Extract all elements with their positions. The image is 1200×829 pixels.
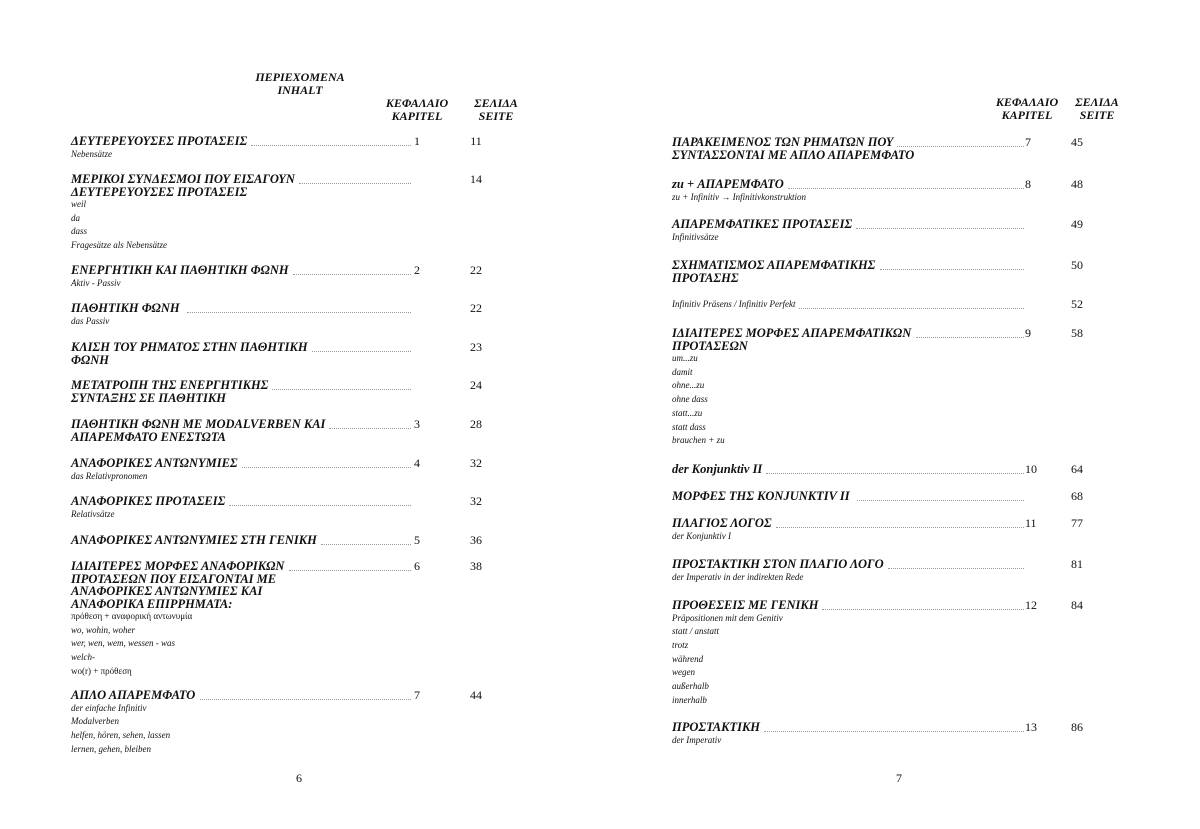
page-reference: 23	[470, 340, 482, 354]
chapter-column-header	[377, 97, 457, 123]
page-number: 7	[896, 771, 902, 785]
entry-heading: ΔΕΥΤΕΡΕΥΟΥΣΕΣ ΠΡΟΤΑΣΕΙΣ	[71, 184, 248, 199]
toc-entry	[672, 517, 772, 543]
toc-entry	[672, 558, 884, 584]
page-reference: 22	[470, 301, 482, 315]
entry-heading: ΜΕΤΑΤΡΟΠΗ ΤΗΣ ΕΝΕΡΓΗΤΙΚΗΣ	[71, 378, 269, 392]
dot-leader	[766, 473, 1024, 474]
entry-heading: ΠΑΘΗΤΙΚΗ ΦΩΝΗ	[71, 301, 180, 315]
toc-entry	[71, 379, 268, 404]
dot-leader	[857, 500, 1024, 501]
entry-subtopic: weil	[71, 199, 86, 209]
page-reference: 86	[1071, 720, 1083, 734]
entry-heading: ΣΥΝΤΑΣΣΟΝΤΑΙ ΜΕ ΑΠΛΟ ΑΠΑΡΕΜΦΑΤΟ	[672, 147, 915, 162]
dot-leader	[788, 188, 1024, 189]
toc-entry	[71, 560, 284, 679]
dot-leader	[776, 527, 1024, 528]
entry-heading: ΔΕΥΤΕΡΕΥΟΥΣΕΣ ΠΡΟΤΑΣΕΙΣ	[71, 134, 248, 148]
chapter-header-greek: ΚΕΦΑΛΑΙΟ	[995, 95, 1059, 109]
page-reference: 24	[470, 378, 482, 392]
entry-subtopic: das Relativpronomen	[71, 470, 148, 481]
entry-heading: ΜΟΡΦΕΣ ΤΗΣ KONJUNKTIV II	[672, 489, 850, 503]
chapter-header-german: KAPITEL	[1001, 108, 1053, 122]
dot-leader	[312, 351, 411, 352]
page-reference: 48	[1071, 177, 1083, 191]
toc-entry	[71, 173, 295, 253]
toc-entry	[71, 495, 225, 521]
page-reference: 52	[1071, 297, 1083, 311]
entry-heading: ΠΡΟΤΑΣΕΩΝ ΠΟΥ ΕΙΣΑΓΟΝΤΑΙ ΜΕ	[71, 571, 277, 586]
entry-subtopic: Modalverben	[71, 716, 119, 727]
entry-heading: ΙΔΙΑΙΤΕΡΕΣ ΜΟΡΦΕΣ ΑΠΑΡΕΜΦΑΤΙΚΩΝ	[672, 326, 912, 340]
page-reference: 22	[470, 263, 482, 277]
entry-subtopic: der Imperativ in der indirekten Rede	[672, 571, 804, 582]
entry-subtopic: damit	[672, 366, 693, 377]
entry-heading: ΑΠΑΡΕΜΦΑΤΟ ΕΝΕΣΤΩΤΑ	[71, 429, 226, 444]
entry-subtopic: helfen, hören, sehen, lassen	[71, 729, 171, 740]
page-column-header	[456, 97, 536, 123]
entry-subtopic: statt / anstatt	[672, 626, 720, 637]
entry-heading: ΙΔΙΑΙΤΕΡΕΣ ΜΟΡΦΕΣ ΑΝΑΦΟΡΙΚΩΝ	[71, 559, 285, 573]
page-reference: 81	[1071, 557, 1083, 571]
entry-subtopic: zu + Infinitiv → Infinitivkonstruktion	[672, 191, 807, 202]
toc-entry	[672, 490, 850, 503]
toc-entry	[672, 721, 760, 747]
entry-subtopic: statt dass	[672, 421, 706, 432]
dot-leader	[251, 145, 411, 146]
toc-entry	[672, 463, 762, 476]
entry-subtopic: der Imperativ	[672, 734, 722, 745]
chapter-number: 7	[1025, 135, 1031, 149]
page-reference: 50	[1071, 258, 1083, 272]
entry-heading: ΑΠΛΟ ΑΠΑΡΕΜΦΑΤΟ	[71, 688, 196, 702]
toc-entry	[672, 136, 914, 161]
page-reference: 32	[470, 456, 482, 470]
chapter-column-header	[987, 96, 1067, 122]
toc-entry	[71, 418, 325, 443]
entry-subtopic: wer, wen, wem, wessen - was	[71, 638, 175, 649]
entry-heading: ΦΩΝΗ	[71, 352, 109, 367]
entry-heading: ΑΠΑΡΕΜΦΑΤΙΚΕΣ ΠΡΟΤΑΣΕΙΣ	[672, 217, 853, 231]
page-header-greek: ΣΕΛΙΔΑ	[1075, 95, 1119, 109]
entry-subtopic: welch-	[71, 652, 95, 663]
dot-leader	[272, 389, 411, 390]
page-header-greek: ΣΕΛΙΔΑ	[474, 96, 518, 110]
entry-subtopic: während	[672, 653, 704, 664]
dot-leader	[888, 568, 1024, 569]
entry-subtopic: Relativsätze	[71, 508, 115, 519]
entry-heading: ΠΡΟΘΕΣΕΙΣ ΜΕ ΓΕΝΙΚΗ	[672, 598, 819, 612]
chapter-header-german: KAPITEL	[391, 109, 443, 123]
page-reference: 58	[1071, 326, 1083, 340]
entry-heading: ΚΛΙΣΗ ΤΟΥ ΡΗΜΑΤΟΣ ΣΤΗΝ ΠΑΘΗΤΙΚΗ	[71, 340, 308, 354]
entry-subtopic: lernen, gehen, bleiben	[71, 743, 151, 754]
toc-entry	[672, 259, 875, 284]
entry-subtopic: innerhalb	[672, 694, 707, 705]
entry-subtopic: brauchen + zu	[672, 435, 725, 446]
entry-heading: ΕΝΕΡΓΗΤΙΚΗ ΚΑΙ ΠΑΘΗΤΙΚΗ ΦΩΝΗ	[71, 263, 289, 277]
entry-heading: der Konjunktiv II	[672, 462, 763, 476]
chapter-number: 9	[1025, 326, 1031, 340]
dot-leader	[764, 731, 1024, 732]
page-reference: 36	[470, 533, 482, 547]
entry-heading: zu + ΑΠΑΡΕΜΦΑΤΟ	[672, 177, 784, 191]
chapter-number: 5	[414, 533, 420, 547]
page-reference: 77	[1071, 516, 1083, 530]
toc-entry	[71, 689, 195, 756]
toc-entry	[71, 457, 238, 483]
entry-heading: ΠΡΟΣΤΑΚΤΙΚΗ ΣΤΟΝ ΠΛΑΓΙΟ ΛΟΓΟ	[672, 557, 884, 571]
entry-subtopic: der einfache Infinitiv	[71, 702, 147, 713]
page-reference: 49	[1071, 217, 1083, 231]
page-header-german: SEITE	[1079, 108, 1115, 122]
entry-subtopic: ohne...zu	[672, 380, 705, 391]
entry-heading: ΑΝΑΦΟΡΙΚΕΣ ΑΝΤΩΝΥΜΙΕΣ	[71, 456, 238, 470]
entry-subtopic: Aktiv - Passiv	[71, 277, 121, 288]
chapter-number: 2	[414, 263, 420, 277]
dot-leader	[299, 183, 411, 184]
entry-subtopic: Infinitiv Präsens / Infinitiv Perfekt	[672, 299, 796, 309]
entry-subtopic: wo, wohin, woher	[71, 624, 136, 635]
chapter-number: 8	[1025, 177, 1031, 191]
entry-subtopic: statt...zu	[672, 407, 703, 418]
page-reference: 64	[1071, 462, 1083, 476]
chapter-header-greek: ΚΕΦΑΛΑΙΟ	[385, 96, 449, 110]
chapter-number: 1	[414, 134, 420, 148]
toc-entry	[672, 298, 795, 312]
entry-heading: ΜΕΡΙΚΟΙ ΣΥΝΔΕΣΜΟΙ ΠΟΥ ΕΙΣΑΓΟΥΝ	[71, 172, 295, 186]
chapter-number: 7	[414, 688, 420, 702]
entry-subtopic: ohne dass	[672, 394, 708, 405]
dot-leader	[799, 308, 1024, 309]
entry-heading: ΑΝΑΦΟΡΙΚΑ ΕΠΙΡΡΗΜΑΤΑ:	[71, 596, 233, 611]
entry-heading: ΠΑΡΑΚΕΙΜΕΝΟΣ ΤΩΝ ΡΗΜΑΤΩΝ ΠΟΥ	[672, 135, 894, 149]
dot-leader	[916, 337, 1024, 338]
dot-leader	[293, 274, 411, 275]
page-reference: 68	[1071, 489, 1083, 503]
toc-entry	[71, 302, 180, 328]
chapter-number: 11	[1025, 516, 1037, 530]
dot-leader	[200, 699, 411, 700]
toc-entry	[71, 135, 247, 161]
dot-leader	[897, 146, 1024, 147]
chapter-number: 4	[414, 456, 420, 470]
dot-leader	[242, 467, 411, 468]
entry-subtopic: um...zu	[672, 353, 698, 363]
entry-subtopic: Nebensätze	[71, 148, 112, 159]
toc-title	[245, 71, 355, 97]
dot-leader	[856, 228, 1024, 229]
entry-subtopic: Präpositionen mit dem Genitiv	[672, 612, 783, 623]
entry-subtopic: dass	[71, 226, 88, 237]
page-reference: 28	[470, 417, 482, 431]
entry-subtopic: das Passiv	[71, 315, 110, 326]
chapter-number: 13	[1025, 720, 1037, 734]
chapter-number: 10	[1025, 462, 1037, 476]
toc-entry	[71, 264, 289, 290]
right-page	[600, 0, 1200, 829]
dot-leader	[321, 544, 411, 545]
toc-entry	[71, 534, 317, 547]
dot-leader	[329, 428, 411, 429]
page-header-german: SEITE	[478, 109, 514, 123]
entry-heading: ΠΑΘΗΤΙΚΗ ΦΩΝΗ ΜΕ MODALVERBEN ΚΑΙ	[71, 417, 326, 431]
page-reference: 38	[470, 559, 482, 573]
entry-subtopic: wegen	[672, 667, 695, 678]
entry-heading: ΑΝΑΦΟΡΙΚΕΣ ΑΝΤΩΝΥΜΙΕΣ ΣΤΗ ΓΕΝΙΚΗ	[71, 533, 317, 547]
chapter-number: 12	[1025, 598, 1037, 612]
dot-leader	[289, 570, 411, 571]
toc-entry	[672, 327, 911, 448]
entry-heading: ΣΧΗΜΑΤΙΣΜΟΣ ΑΠΑΡΕΜΦΑΤΙΚΗΣ	[672, 258, 876, 272]
toc-entry	[672, 218, 852, 244]
chapter-number: 3	[414, 417, 420, 431]
page-reference: 45	[1071, 135, 1083, 149]
page-reference: 14	[470, 172, 482, 186]
toc-entry	[672, 178, 806, 204]
entry-subtopic: trotz	[672, 639, 689, 650]
toc-entry	[71, 341, 308, 366]
entry-heading: ΑΝΑΦΟΡΙΚΕΣ ΑΝΤΩΝΥΜΙΕΣ ΚΑΙ	[71, 584, 263, 598]
entry-subtopic: Fragesätze als Nebensätze	[71, 240, 167, 251]
entry-heading: ΠΛΑΓΙΟΣ ΛΟΓΟΣ	[672, 516, 772, 530]
page-column-header	[1057, 96, 1137, 122]
entry-subtopic: wo(r) + πρόθεση	[71, 665, 132, 676]
entry-subtopic: da	[71, 212, 80, 223]
page-reference: 11	[470, 134, 482, 148]
chapter-number: 6	[414, 559, 420, 573]
entry-heading: ΣΥΝΤΑΞΗΣ ΣΕ ΠΑΘΗΤΙΚΗ	[71, 390, 226, 405]
page-reference: 32	[470, 494, 482, 508]
dot-leader	[187, 312, 411, 313]
entry-subtopic: der Konjunktiv I	[672, 530, 731, 541]
toc-title-greek: ΠΕΡΙΕΧΟΜΕΝΑ	[255, 70, 345, 84]
entry-subtopic: Infinitivsätze	[672, 231, 719, 242]
entry-heading: ΠΡΟΤΑΣΕΩΝ	[672, 338, 748, 353]
dot-leader	[880, 269, 1024, 270]
entry-heading: ΠΡΟΤΑΣΗΣ	[672, 270, 739, 285]
entry-heading: ΑΝΑΦΟΡΙΚΕΣ ΠΡΟΤΑΣΕΙΣ	[71, 494, 226, 508]
page-reference: 44	[470, 688, 482, 702]
dot-leader	[822, 609, 1024, 610]
toc-entry	[672, 599, 818, 707]
dot-leader	[229, 505, 411, 506]
page-number: 6	[296, 771, 302, 785]
entry-heading: ΠΡΟΣΤΑΚΤΙΚΗ	[672, 720, 761, 734]
entry-subtopic: außerhalb	[672, 681, 709, 692]
page-reference: 84	[1071, 598, 1083, 612]
toc-title-german: INHALT	[277, 83, 323, 97]
entry-subtopic: πρόθεση + αναφορική αντωνυμία	[71, 611, 193, 621]
